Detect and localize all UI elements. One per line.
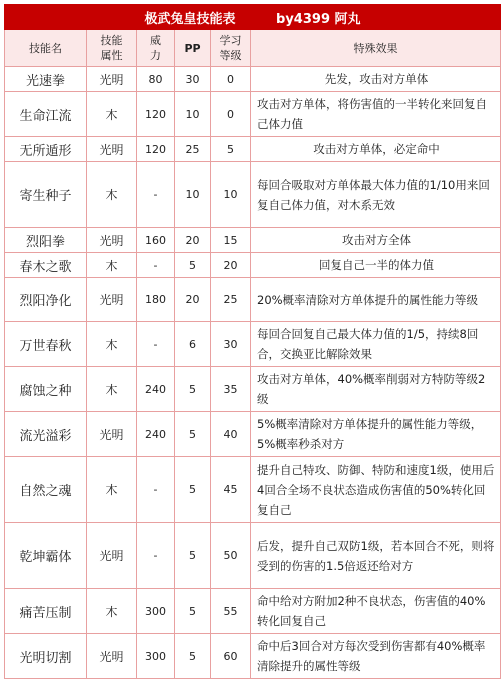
skill-attribute-cell: 木: [87, 92, 137, 137]
header-name: 技能名: [5, 30, 87, 67]
skill-level-cell: 0: [211, 67, 251, 92]
skill-name-cell: 光速拳: [5, 67, 87, 92]
table-author: by4399 阿丸: [276, 11, 361, 27]
table-row: [5, 253, 501, 278]
skill-power-cell: 120: [137, 92, 175, 137]
title-row: [5, 5, 501, 30]
skill-pp-cell: 20: [175, 278, 211, 322]
skill-table: [4, 4, 501, 679]
skill-pp-cell: 10: [175, 162, 211, 228]
skill-attribute-cell: 光明: [87, 523, 137, 589]
skill-attribute-cell: 木: [87, 253, 137, 278]
skill-level-cell: 5: [211, 137, 251, 162]
table-row: [5, 228, 501, 253]
skill-attribute-cell: 木: [87, 457, 137, 523]
skill-level-cell: 60: [211, 634, 251, 679]
header-pp: PP: [175, 30, 211, 67]
skill-pp-cell: 5: [175, 634, 211, 679]
skill-effect-cell: 每回合吸取对方单体最大体力值的1/10用来回复自己体力值，对木系无效: [251, 162, 501, 228]
table-row: [5, 137, 501, 162]
skill-name-cell: 痛苦压制: [5, 589, 87, 634]
header-power: 威 力: [137, 30, 175, 67]
skill-pp-cell: 5: [175, 589, 211, 634]
skill-power-cell: -: [137, 523, 175, 589]
skill-effect-cell: 回复自己一半的体力值: [251, 253, 501, 278]
skill-name-cell: 流光溢彩: [5, 412, 87, 457]
skill-pp-cell: 30: [175, 67, 211, 92]
skill-power-cell: 240: [137, 412, 175, 457]
skill-pp-cell: 20: [175, 228, 211, 253]
skill-level-cell: 35: [211, 367, 251, 412]
skill-name-cell: 自然之魂: [5, 457, 87, 523]
skill-power-cell: -: [137, 253, 175, 278]
skill-effect-cell: 后发，提升自己双防1级，若本回合不死，则将受到的伤害的1.5倍返还给对方: [251, 523, 501, 589]
skill-level-cell: 40: [211, 412, 251, 457]
skill-pp-cell: 5: [175, 412, 211, 457]
skill-pp-cell: 10: [175, 92, 211, 137]
skill-effect-cell: 提升自己特攻、防御、特防和速度1级，使用后4回合全场不良状态造成伤害值的50%转化回复自己: [251, 457, 501, 523]
table-row: [5, 322, 501, 367]
skill-pp-cell: 5: [175, 523, 211, 589]
skill-effect-cell: 攻击对方全体: [251, 228, 501, 253]
skill-attribute-cell: 木: [87, 322, 137, 367]
skill-level-cell: 15: [211, 228, 251, 253]
skill-effect-cell: 先发，攻击对方单体: [251, 67, 501, 92]
header-effect: 特殊效果: [251, 30, 501, 67]
skill-attribute-cell: 光明: [87, 228, 137, 253]
skill-effect-cell: 命中给对方附加2种不良状态，伤害值的40%转化回复自己: [251, 589, 501, 634]
skill-name-cell: 无所遁形: [5, 137, 87, 162]
skill-power-cell: 80: [137, 67, 175, 92]
table-body: [5, 67, 501, 679]
skill-name-cell: 乾坤霸体: [5, 523, 87, 589]
skill-power-cell: 120: [137, 137, 175, 162]
skill-level-cell: 10: [211, 162, 251, 228]
skill-effect-cell: 攻击对方单体，将伤害值的一半转化来回复自己体力值: [251, 92, 501, 137]
skill-power-cell: 240: [137, 367, 175, 412]
skill-effect-cell: 20%概率清除对方单体提升的属性能力等级: [251, 278, 501, 322]
skill-level-cell: 20: [211, 253, 251, 278]
header-level: 学习 等级: [211, 30, 251, 67]
skill-attribute-cell: 光明: [87, 412, 137, 457]
skill-name-cell: 万世春秋: [5, 322, 87, 367]
table-row: [5, 412, 501, 457]
skill-attribute-cell: 木: [87, 162, 137, 228]
skill-level-cell: 0: [211, 92, 251, 137]
table-row: [5, 92, 501, 137]
skill-attribute-cell: 光明: [87, 67, 137, 92]
table-row: [5, 634, 501, 679]
skill-attribute-cell: 木: [87, 367, 137, 412]
skill-level-cell: 25: [211, 278, 251, 322]
skill-table-container: [4, 4, 500, 679]
skill-level-cell: 55: [211, 589, 251, 634]
table-title: 极武兔皇技能表: [144, 11, 236, 27]
skill-attribute-cell: 光明: [87, 278, 137, 322]
header-row: [5, 30, 501, 67]
skill-name-cell: 春木之歌: [5, 253, 87, 278]
skill-effect-cell: 5%概率清除对方单体提升的属性能力等级，5%概率秒杀对方: [251, 412, 501, 457]
skill-pp-cell: 5: [175, 253, 211, 278]
skill-power-cell: -: [137, 457, 175, 523]
skill-power-cell: 300: [137, 634, 175, 679]
skill-name-cell: 腐蚀之种: [5, 367, 87, 412]
table-row: [5, 367, 501, 412]
table-title-cell: [5, 5, 501, 30]
table-row: [5, 457, 501, 523]
skill-power-cell: 300: [137, 589, 175, 634]
skill-name-cell: 烈阳净化: [5, 278, 87, 322]
table-row: [5, 162, 501, 228]
skill-power-cell: -: [137, 162, 175, 228]
table-row: [5, 278, 501, 322]
header-attr: 技能 属性: [87, 30, 137, 67]
skill-effect-cell: 命中后3回合对方每次受到伤害都有40%概率清除提升的属性等级: [251, 634, 501, 679]
skill-effect-cell: 每回合回复自己最大体力值的1/5，持续8回合，交换亚比解除效果: [251, 322, 501, 367]
skill-power-cell: 160: [137, 228, 175, 253]
skill-power-cell: -: [137, 322, 175, 367]
table-row: [5, 67, 501, 92]
skill-attribute-cell: 木: [87, 589, 137, 634]
skill-name-cell: 寄生种子: [5, 162, 87, 228]
skill-level-cell: 30: [211, 322, 251, 367]
skill-pp-cell: 5: [175, 457, 211, 523]
skill-name-cell: 烈阳拳: [5, 228, 87, 253]
skill-attribute-cell: 光明: [87, 634, 137, 679]
table-row: [5, 523, 501, 589]
skill-pp-cell: 6: [175, 322, 211, 367]
table-row: [5, 589, 501, 634]
skill-level-cell: 45: [211, 457, 251, 523]
skill-power-cell: 180: [137, 278, 175, 322]
skill-name-cell: 光明切割: [5, 634, 87, 679]
skill-name-cell: 生命江流: [5, 92, 87, 137]
skill-pp-cell: 25: [175, 137, 211, 162]
skill-level-cell: 50: [211, 523, 251, 589]
skill-attribute-cell: 光明: [87, 137, 137, 162]
skill-effect-cell: 攻击对方单体，必定命中: [251, 137, 501, 162]
skill-effect-cell: 攻击对方单体，40%概率削弱对方特防等级2级: [251, 367, 501, 412]
skill-pp-cell: 5: [175, 367, 211, 412]
